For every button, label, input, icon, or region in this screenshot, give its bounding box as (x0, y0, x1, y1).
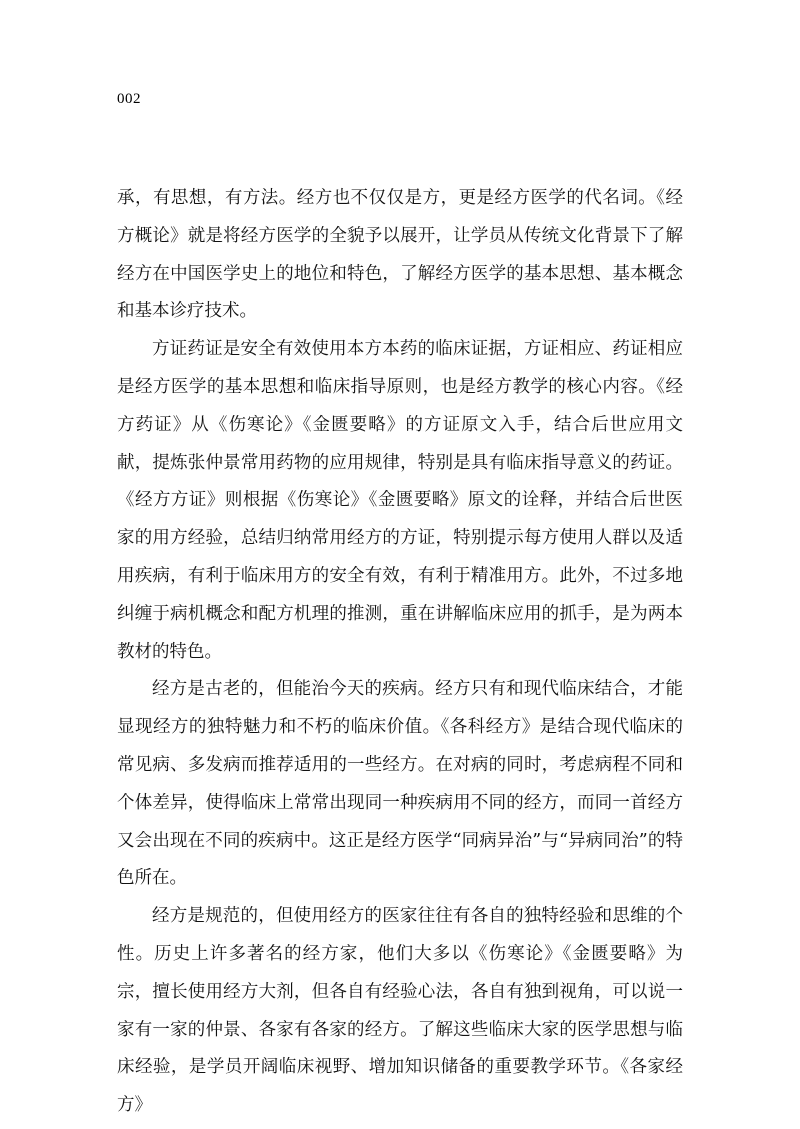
paragraph-1: 承，有思想，有方法。经方也不仅仅是方，更是经方医学的代名词。《经方概论》就是将经方医学的全貌予以展开，让学员从传统文化背景下了解经方在中国医学史上的地位和特色，了解经方医学的基本思想、基本概念和基本诊疗技术。 (117, 188, 683, 322)
body-text (117, 180, 683, 1125)
paragraph-2: 方证药证是安全有效使用本方本药的临床证据，方证相应、药证相应是经方医学的基本思想和临床指导原则，也是经方教学的核心内容。《经方药证》从《伤寒论》《金匮要略》的方证原文入手，结合后世应用文献，提炼张仲景常用药物的应用规律，特别是具有临床指导意义的药证。《经方方证》则根据《伤寒论》《金匮要略》原文的诠释，并结合后世医家的用方经验，总结归纳常用经方的方证，特别提示每方使用人群以及适用疾病，有利于临床用方的安全有效，有利于精准用方。此外，不过多地纠缠于病机概念和配方机理的推测，重在讲解临床应用的抓手，是为两本教材的特色。 (117, 339, 683, 662)
page-number: 002 (117, 91, 141, 107)
paragraph-3: 经方是古老的，但能治今天的疾病。经方只有和现代临床结合，才能显现经方的独特魅力和不朽的临床价值。《各科经方》是结合现代临床的常见病、多发病而推荐适用的一些经方。在对病的同时，考虑病程不同和个体差异，使得临床上常常出现同一种疾病用不同的经方，而同一首经方又会出现在不同的疾病中。这正是经方医学“同病异治”与“异病同治”的特色所在。 (117, 679, 683, 889)
paragraph-4: 经方是规范的，但使用经方的医家往往有各自的独特经验和思维的个性。历史上许多著名的经方家，他们大多以《伤寒论》《金匮要略》为宗，擅长使用经方大剂，但各自有经验心法，各自有独到视角，可以说一家有一家的仲景、各家有各家的经方。了解这些临床大家的医学思想与临床经验，是学员开阔临床视野、增加知识储备的重要教学环节。《各家经方》 (117, 906, 683, 1116)
